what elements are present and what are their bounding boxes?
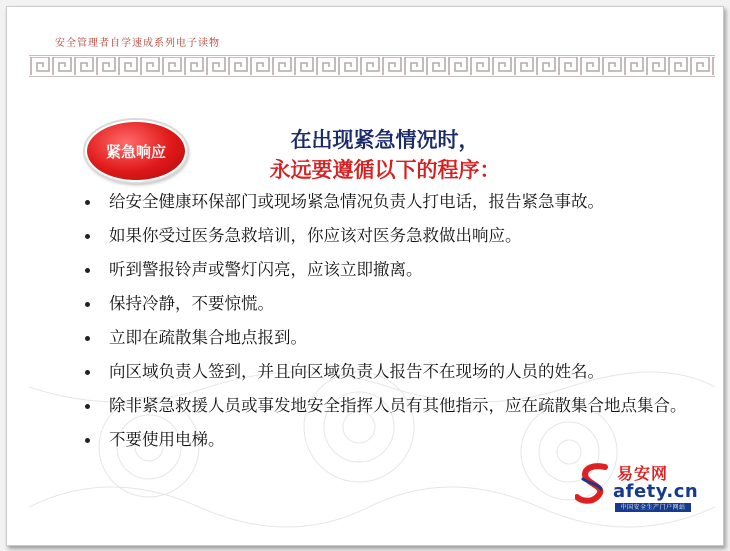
safety-cn-logo [575,459,699,513]
title-line-2: 永远要遵循以下的程序： [269,158,501,182]
bullet-icon [85,404,90,409]
title-line-1: 在出现紧急情况时， [290,128,480,152]
series-title: 安全管理者自学速成系列电子读物 [55,38,220,49]
bullet-icon [85,200,90,205]
list-item [85,327,695,349]
logo-en-name: afety.cn [613,481,699,502]
list-item [85,259,695,281]
list-item-text: 立即在疏散集合地点报到。 [109,328,307,347]
list-item-text: 给安全健康环保部门或现场紧急情况负责人打电话，报告紧急事故。 [109,192,604,211]
bullet-icon [85,302,90,307]
list-item [85,191,695,213]
safety-swoosh-icon [575,461,615,505]
procedure-list [85,191,695,463]
list-item-text: 如果你受过医务急救培训，你应该对医务急救做出响应。 [109,226,522,245]
bullet-icon [85,370,90,375]
logo-tagline: 中国安全生产门户网站 [615,503,691,512]
list-item [85,225,695,247]
bullet-icon [85,336,90,341]
list-item-text: 向区域负责人签到，并且向区域负责人报告不在现场的人员的姓名。 [109,362,604,381]
slide-frame [6,6,724,546]
list-item-text: 保持冷静，不要惊慌。 [109,294,274,313]
list-item-text: 听到警报铃声或警灯闪亮，应该立即撤离。 [109,260,423,279]
list-item [85,429,695,451]
list-item [85,361,695,383]
list-item-text: 除非紧急救援人员或事发地安全指挥人员有其他指示，应在疏散集合地点集合。 [109,396,687,415]
greek-key-border [29,55,715,77]
list-item [85,293,695,315]
bullet-icon [85,438,90,443]
list-item-text: 不要使用电梯。 [109,430,225,449]
bullet-icon [85,268,90,273]
bullet-icon [85,234,90,239]
logo-cn-name: 易安网 [617,464,669,483]
badge-label: 紧急响应 [105,143,166,161]
list-item [85,395,695,417]
